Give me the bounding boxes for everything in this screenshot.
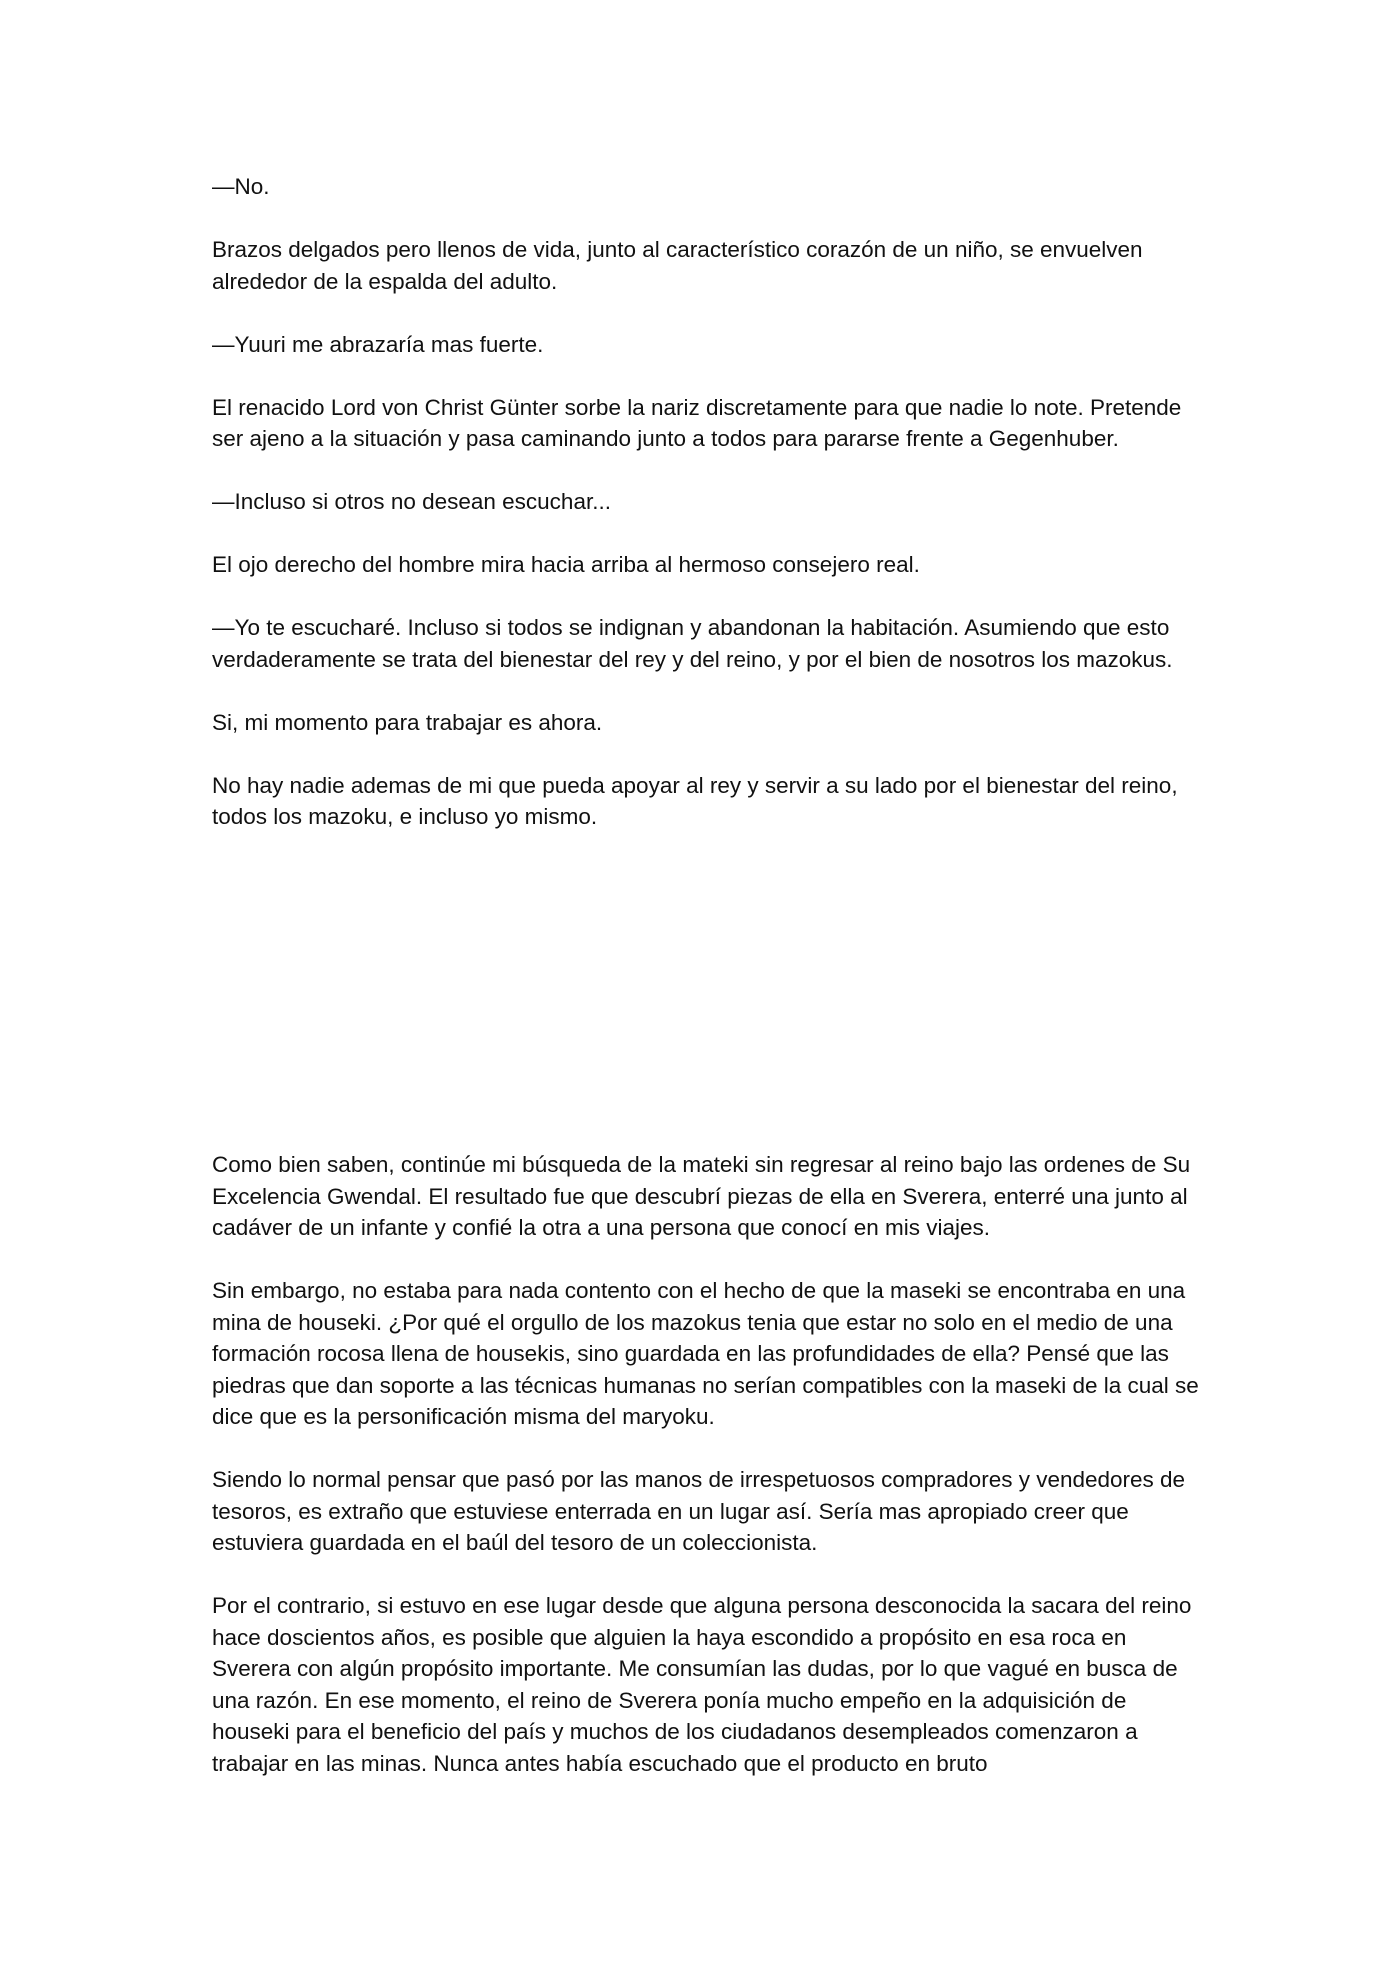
paragraph: —No. bbox=[212, 174, 270, 199]
paragraph: Sin embargo, no estaba para nada contento con el hecho de que la maseki se encontraba en una mina de houseki. ¿Por qué el orgullo de los mazokus tenia que estar no solo en el medio de una formación rocosa llena de housekis, sino guardada en las profundidades de ella? Pensé que las piedras que dan soporte a las técnicas humanas no serían compatibles con la maseki de la cual se dice que es la personificación misma del maryoku. bbox=[212, 1278, 1199, 1429]
paragraph: Si, mi momento para trabajar es ahora. bbox=[212, 709, 603, 735]
paragraph: —Incluso si otros no desean escuchar... bbox=[212, 489, 611, 514]
paragraph: —Yo te escucharé. Incluso si todos se indignan y abandonan la habitación. Asumiendo que esto verdaderamente se trata del bienestar del rey y del reino, y por el bien de nosotros los mazokus. bbox=[212, 615, 1173, 672]
paragraph: Como bien saben, continúe mi búsqueda de la mateki sin regresar al reino bajo las ordenes de Su Excelencia Gwendal. El resultado fue que descubrí piezas de ella en Sverera, enterré una junto al cadáver de un infante y confié la otra a una persona que conocí en mis viajes. bbox=[212, 1152, 1191, 1240]
paragraph: El ojo derecho del hombre mira hacia arriba al hermoso consejero real. bbox=[212, 552, 920, 577]
paragraph: El renacido Lord von Christ Günter sorbe la nariz discretamente para que nadie lo note. Pretende ser ajeno a la situación y pasa caminando junto a todos para pararse frente a Gegenhuber. bbox=[212, 394, 1182, 451]
paragraph: Brazos delgados pero llenos de vida, junto al característico corazón de un niño, se envuelven alrededor de la espalda del adulto. bbox=[212, 237, 1143, 294]
paragraph: Por el contrario, si estuvo en ese lugar desde que alguna persona desconocida la sacara del reino hace doscientos años, es posible que alguien la haya escondido a propósito en esa roca en Sverera con algún propósito importante. Me consumían las dudas, por lo que vagué en busca de una razón. En ese momento, el reino de Sverera ponía mucho empeño en la adquisición de houseki para el beneficio del país y muchos de los ciudadanos desempleados comenzaron a trabajar en las minas. Nunca antes había escuchado que el producto en bruto bbox=[212, 1593, 1192, 1776]
paragraph: No hay nadie ademas de mi que pueda apoyar al rey y servir a su lado por el bienestar del reino, todos los mazoku, e incluso yo mismo. bbox=[212, 772, 1178, 829]
paragraph: —Yuuri me abrazaría mas fuerte. bbox=[212, 331, 544, 357]
paragraph: Siendo lo normal pensar que pasó por las manos de irrespetuosos compradores y vendedores de tesoros, es extraño que estuviese enterrada en un lugar así. Sería mas apropiado creer que estuviera guardada en el baúl del tesoro de un coleccionista. bbox=[212, 1467, 1186, 1555]
text-section-2 bbox=[212, 1149, 1202, 1779]
text-section-1 bbox=[212, 171, 1202, 833]
